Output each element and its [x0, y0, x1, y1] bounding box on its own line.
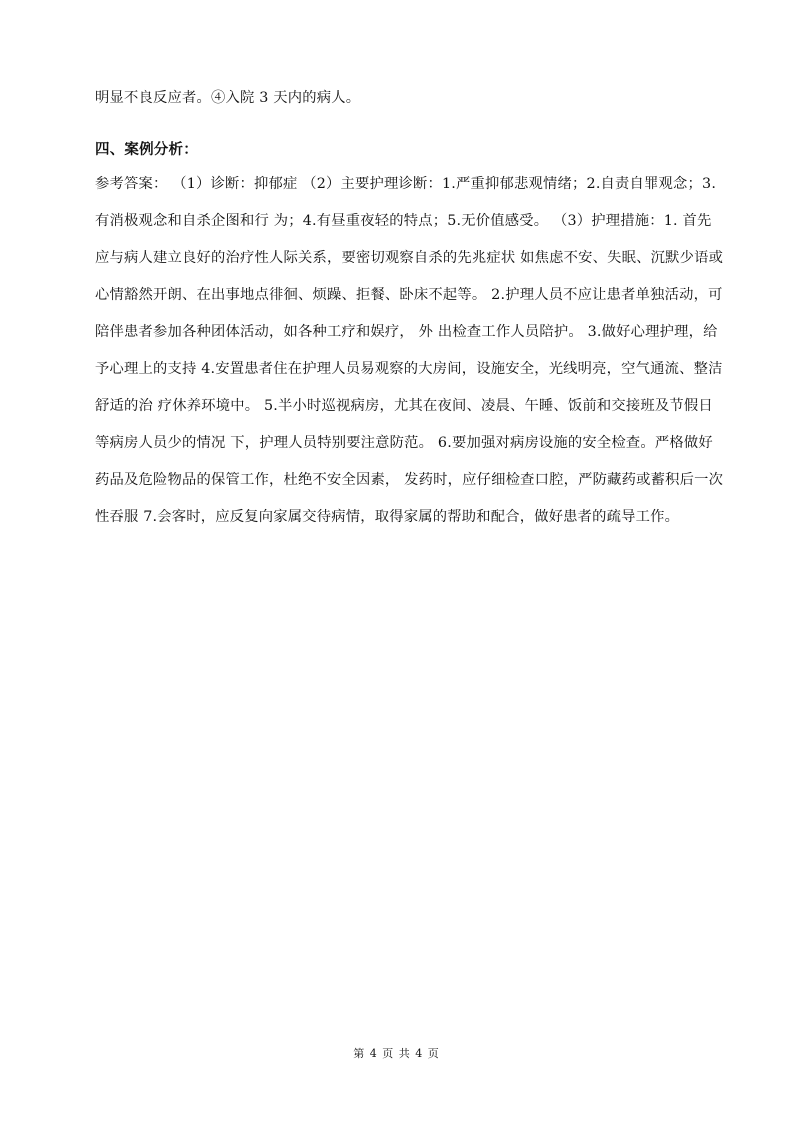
- continuation-text: 明显不良反应者。④入院 3 天内的病人。: [95, 90, 361, 106]
- answer-line-10: 性吞服 7.会客时，应反复向家属交待病情，取得家属的帮助和配合，做好患者的疏导工作。: [95, 509, 680, 525]
- answer-line-5: 陪伴患者参加各种团体活动，如各种工疗和娱疗， 外 出检查工作人员陪护。 3.做好心理护理，给: [95, 324, 718, 340]
- answer-line-1: 参考答案： （1）诊断：抑郁症 （2）主要护理诊断：1.严重抑郁悲观情绪；2.自责自罪观念；3.: [95, 176, 717, 192]
- answer-line-2: 有消极观念和自杀企图和行 为；4.有昼重夜轻的特点；5.无价值感受。 （3）护理措施：1. 首先: [95, 213, 712, 229]
- answer-line-3: 应与病人建立良好的治疗性人际关系，要密切观察自杀的先兆症状 如焦虑不安、失眠、沉默少语或: [95, 250, 724, 266]
- section-heading: 四、案例分析：: [95, 142, 198, 158]
- answer-line-8: 等病房人员少的情况 下，护理人员特别要注意防范。 6.要加强对病房设施的安全检查。严格做好: [95, 435, 713, 451]
- answer-line-6: 予心理上的支持 4.安置患者住在护理人员易观察的大房间，设施安全，光线明亮，空气通流、整洁: [95, 361, 723, 377]
- answer-line-9: 药品及危险物品的保管工作，杜绝不安全因素， 发药时，应仔细检查口腔，严防藏药或蓄积后一次: [95, 472, 724, 488]
- page-number-footer: 第 4 页 共 4 页: [353, 1047, 440, 1060]
- answer-line-4: 心情豁然开朗、在出事地点徘徊、烦躁、拒餐、卧床不起等。 2.护理人员不应让患者单独活动，可: [95, 287, 723, 303]
- answer-line-7: 舒适的治 疗休养环境中。 5.半小时巡视病房，尤其在夜间、凌晨、午睡、饭前和交接班及节假日: [95, 398, 713, 414]
